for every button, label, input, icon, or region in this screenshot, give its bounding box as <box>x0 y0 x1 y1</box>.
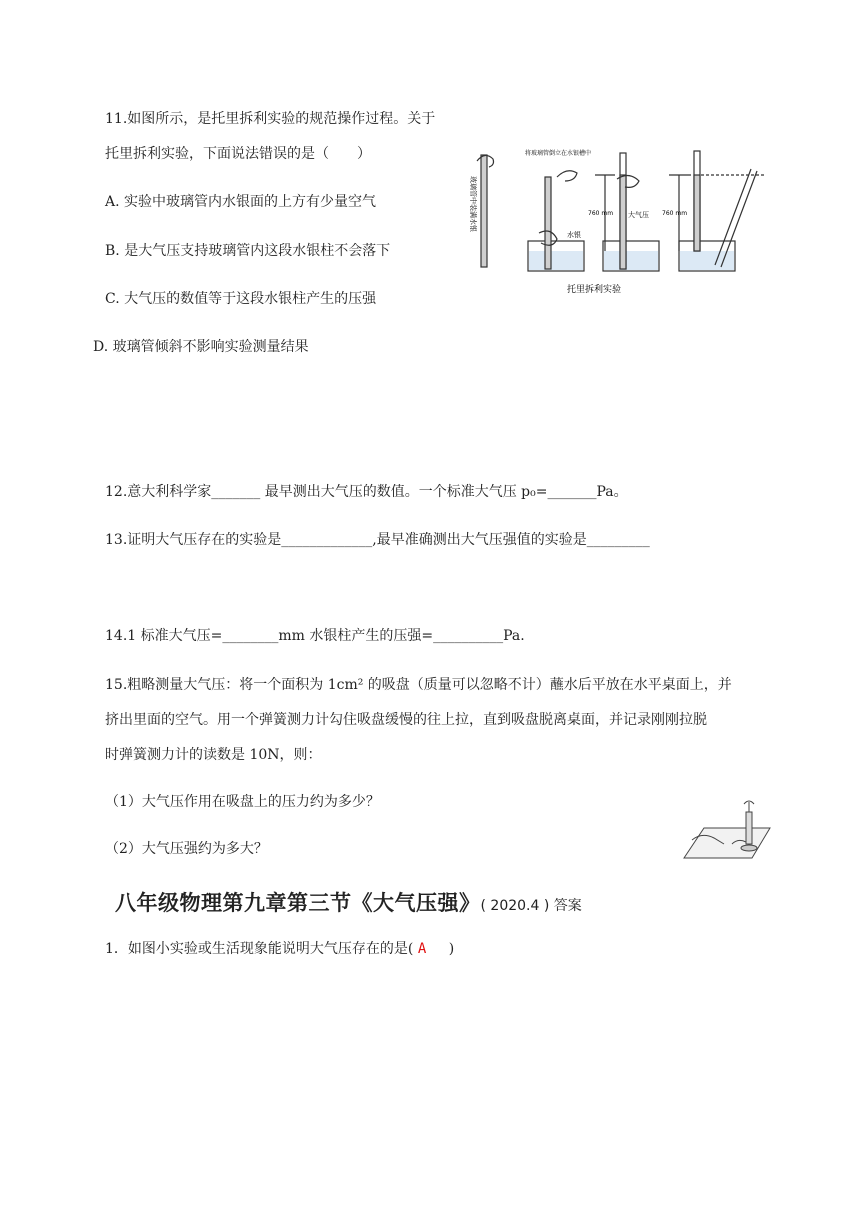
q11-stem-line2: 托里拆利实验，下面说法错误的是（ ） <box>105 146 371 162</box>
suction-cup-figure <box>680 798 772 864</box>
q15-stem-line3: 时弹簧测力计的读数是 10N，则： <box>105 747 322 763</box>
q11-option-a: A. 实验中玻璃管内水银面的上方有少量空气 <box>105 194 377 210</box>
q11-option-c: C. 大气压的数值等于这段水银柱产生的压强 <box>105 291 377 307</box>
torricelli-figure <box>465 147 770 297</box>
q11-option-d: D. 玻璃管倾斜不影响实验测量结果 <box>93 339 309 355</box>
q15-stem-line1: 15.粗略测量大气压：将一个面积为 1cm² 的吸盘（质量可以忽略不计）蘸水后平放在水平桌面上，并 <box>105 677 732 693</box>
answer-title <box>115 888 582 921</box>
figure-caption: 托里拆利实验 <box>567 285 622 295</box>
q11-option-b: B. 是大气压支持玻璃管内这段水银柱不会落下 <box>105 243 391 259</box>
q15-sub1: （1）大气压作用在吸盘上的压力约为多少？ <box>105 794 380 810</box>
q15-stem-line2: 挤出里面的空气。用一个弹簧测力计勾住吸盘缓慢的往上拉，直到吸盘脱离桌面，并记录刚刚拉脱 <box>105 712 707 728</box>
q12-text: 12.意大利科学家_______ 最早测出大气压的数值。一个标准大气压 p₀=_______Pa。 <box>105 484 628 500</box>
height-label-4: 760 mm <box>662 210 688 217</box>
answer-title-suffix: ( 2020.4 ) 答案 <box>480 898 582 914</box>
answer-q1-value: A <box>417 941 427 957</box>
answer-q1-prefix: 1．如图小实验或生活现象能说明大气压存在的是( <box>105 941 414 957</box>
panel2-label: 将玻璃管倒立在水银槽中 <box>525 150 592 157</box>
answer-q1 <box>105 940 454 958</box>
panel1-label: 玻璃管中装满水银 <box>469 176 477 232</box>
q15-sub2: （2）大气压强约为多大？ <box>105 841 268 857</box>
height-label-3: 760 mm <box>588 210 614 217</box>
answer-q1-suffix: ) <box>448 941 455 957</box>
q13-text: 13.证明大气压存在的实验是_____________,最早准确测出大气压强值的实验是_________ <box>105 532 650 548</box>
pressure-label: 大气压 <box>628 211 649 219</box>
q14-text: 14.1 标准大气压=________mm 水银柱产生的压强=__________Pa. <box>105 628 525 644</box>
answer-title-text: 八年级物理第九章第三节《大气压强》 <box>115 891 481 915</box>
q11-stem-line1: 11.如图所示，是托里拆利实验的规范操作过程。关于 <box>105 111 436 127</box>
mercury-label: 水银 <box>567 231 581 239</box>
